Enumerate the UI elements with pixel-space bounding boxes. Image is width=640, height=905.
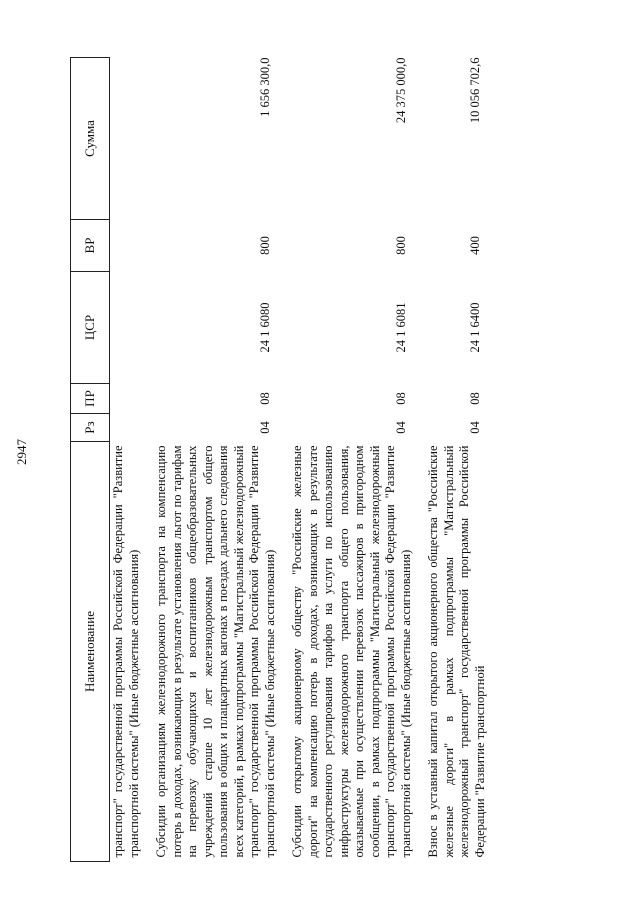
row-csr: 24 1 6081 [394,302,408,353]
row-sum: 10 056 702,6 [468,57,482,124]
header-name: Наименование [71,442,110,862]
row-name: Взнос в уставный капитал открытого акционерного общества "Российские железные дороги" в рамках подпрограммы "Магистральный железнодорожный транспорт" государственной программы Российской Федерации "Развитие транспортной [426,445,487,858]
table-row [153,58,279,862]
row-csr: 24 1 6080 [258,302,272,353]
row-rz [110,414,144,442]
row-pr: 08 [258,392,272,405]
table-row [110,58,144,862]
row-sum: 24 375 000,0 [394,57,408,124]
page-number: 2947 [14,439,29,465]
row-rz: 04 [258,421,272,434]
row-sum: 1 656 300,0 [258,57,272,117]
row-vr: 800 [258,236,272,255]
header-csr: ЦСР [71,272,110,384]
table-header-row [71,58,110,862]
row-pr [110,384,144,414]
table-row [289,58,415,862]
budget-table-sheet [70,58,607,862]
row-name: Субсидии организациям железнодорожного транспорта на компенсацию потерь в доходах, возникающих в результате установления льгот по тарифам на перевозку обучающихся и воспитанников общеобразовательных учреждений старше 10 лет железнодорожным транспортом общего пользования в общих и плацкартных вагонах в поездах дальнего следования всех категорий, в рамках подпрограммы "Магистральный железнодорожный транспорт" государственной программы Российской Федерации "Развитие транспортной системы" (Иные бюджетные ассигнования) [154,445,277,858]
row-vr: 400 [468,236,482,255]
header-rz: Рз [71,414,110,442]
row-name: транспорт" государственной программы Российской Федерации "Развитие транспортной системы" (Иные бюджетные ассигнования) [111,445,141,858]
header-sum: Сумма [71,58,110,220]
budget-table [70,57,489,862]
row-csr: 24 1 6400 [468,302,482,353]
row-name: Субсидии открытому акционерному обществу "Российские железные дороги" на компенсацию потерь в доходах, возникающих в результате государственного регулирования тарифов на услуги по использованию инфраструктуры железнодорожного транспорта общего пользования, оказываемые при осуществлении перевозок пассажиров в пригородном сообщении, в рамках подпрограммы "Магистральный железнодорожный транспорт" государственной программы Российской Федерации "Развитие транспортной системы" (Иные бюджетные ассигнования) [290,445,413,858]
table-row [425,58,489,862]
row-rz: 04 [394,421,408,434]
row-csr [110,272,144,384]
row-vr [110,220,144,272]
row-sum [110,58,144,220]
row-vr: 800 [394,236,408,255]
header-vr: ВР [71,220,110,272]
row-pr: 08 [468,392,482,405]
row-rz: 04 [468,421,482,434]
row-pr: 08 [394,392,408,405]
header-pr: ПР [71,384,110,414]
